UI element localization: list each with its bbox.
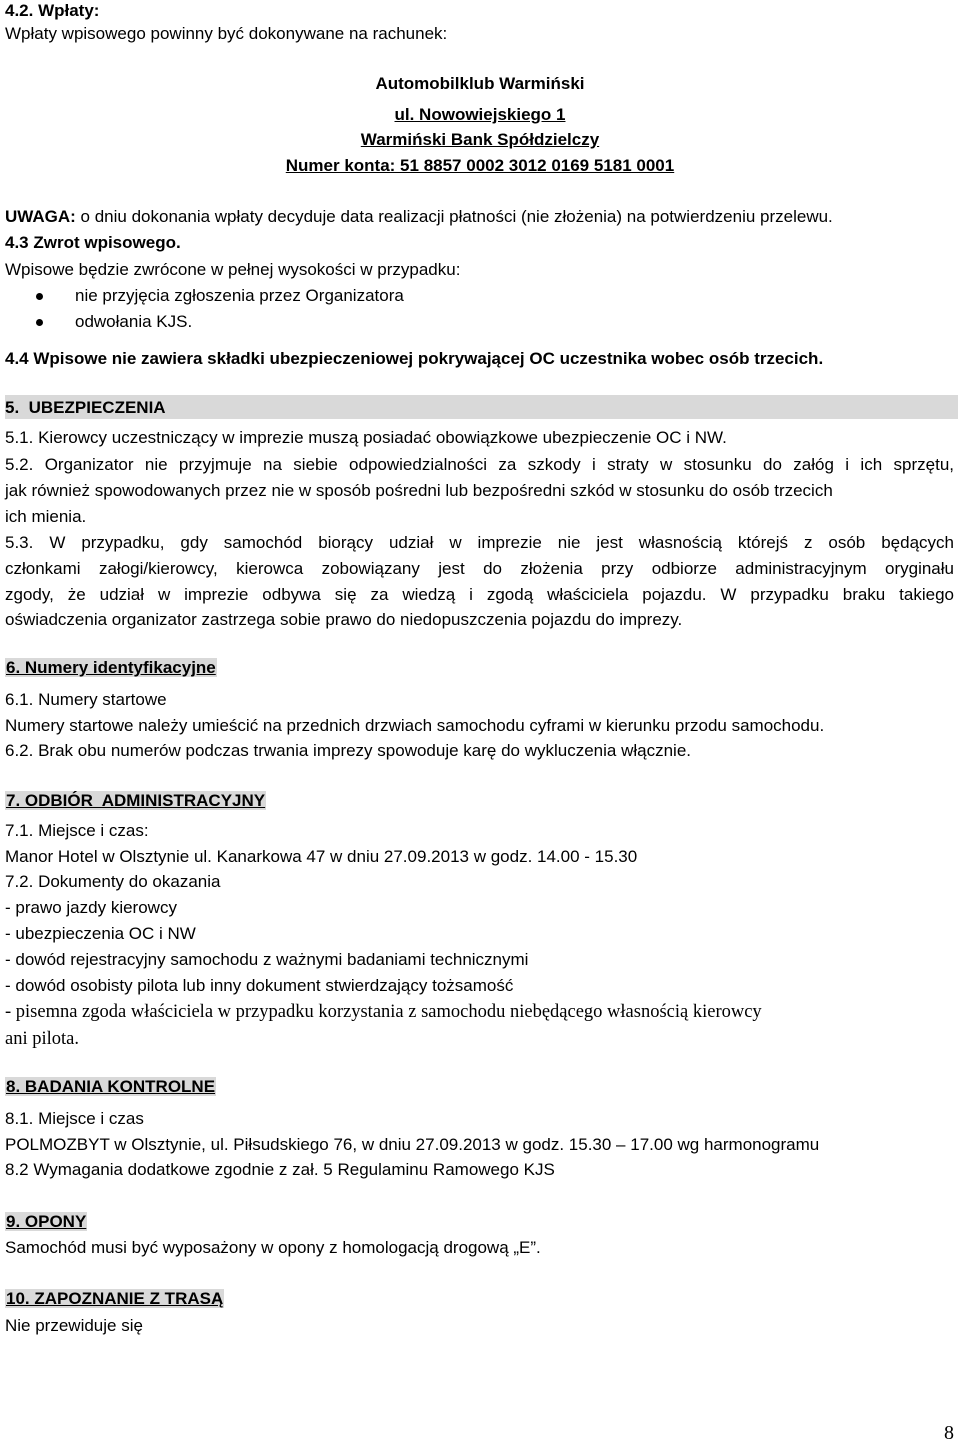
- note-label: UWAGA:: [5, 207, 76, 226]
- insurance-5-1: 5.1. Kierowcy uczestniczący w imprezie muszą posiadać obowiązkowe ubezpieczenie OC i NW.: [5, 428, 727, 447]
- account-street: ul. Nowowiejskiego 1: [394, 105, 566, 124]
- inspection-8-2: 8.2 Wymagania dodatkowe zgodnie z zał. 5 Regulaminu Ramowego KJS: [5, 1160, 555, 1179]
- admin-7-2: 7.2. Dokumenty do okazania: [5, 872, 221, 891]
- numbers-6-1: 6.1. Numery startowe: [5, 690, 167, 709]
- section-4-2-heading: 4.2. Wpłaty:: [5, 1, 100, 20]
- insurance-5-2-line: jak również spowodowanych przez nie w sposób pośredni lub bezpośredni szkód w stosunku do osób trzecich: [5, 481, 833, 500]
- section-6-heading: [5, 657, 217, 679]
- inspection-place: POLMOZBYT w Olsztynie, ul. Piłsudskiego 76, w dniu 27.09.2013 w godz. 15.30 – 17.00 wg harmonogramu: [5, 1135, 820, 1154]
- numbers-text: Numery startowe należy umieścić na przednich drzwiach samochodu cyframi w kierunku przodu samochodu.: [5, 716, 825, 735]
- refund-item: odwołania KJS.: [75, 312, 193, 331]
- section-7-heading: [5, 790, 266, 812]
- note-text: o dniu dokonania wpłaty decyduje data realizacji płatności (nie złożenia) na potwierdzeniu przelewu.: [75, 207, 833, 226]
- insurance-5-3-line: zgody, że udział w imprezie odbywa się za wiedzą i zgodą właściciela pojazdu. W przypadku braku takiego: [5, 585, 954, 604]
- insurance-5-3-line: 5.3. W przypadku, gdy samochód biorący udział w imprezie nie jest własnością którejś z osób będących: [5, 533, 954, 552]
- section-4-3-heading: 4.3 Zwrot wpisowego.: [5, 233, 181, 252]
- admin-place: Manor Hotel w Olsztynie ul. Kanarkowa 47 w dniu 27.09.2013 w godz. 14.00 - 15.30: [5, 847, 638, 866]
- insurance-5-2-line: ich mienia.: [5, 507, 87, 526]
- payment-note: [5, 206, 833, 228]
- section-10-heading-text: 10. ZAPOZNANIE Z TRASĄ: [6, 1289, 224, 1308]
- account-bank: Warmiński Bank Spółdzielczy: [360, 130, 600, 149]
- document-item-extra: ani pilota.: [5, 1029, 79, 1049]
- route-text: Nie przewiduje się: [5, 1316, 143, 1335]
- account-name: Automobilklub Warmiński: [375, 74, 585, 93]
- tyres-text: Samochód musi być wyposażony w opony z homologacją drogową „E”.: [5, 1238, 541, 1257]
- section-8-heading: [5, 1076, 216, 1098]
- account-number: Numer konta: 51 8857 0002 3012 0169 5181 0001: [285, 156, 675, 175]
- page-number: 8: [944, 1422, 954, 1444]
- document-item-extra: - pisemna zgoda właściciela w przypadku korzystania z samochodu niebędącego własnością kierowcy: [5, 1002, 762, 1022]
- section-4-4-text: 4.4 Wpisowe nie zawiera składki ubezpieczeniowej pokrywającej OC uczestnika wobec osób trzecich.: [5, 349, 824, 368]
- section-7-heading-text: 7. ODBIÓR ADMINISTRACYJNY: [6, 791, 266, 810]
- numbers-6-2: 6.2. Brak obu numerów podczas trwania imprezy spowoduje karę do wykluczenia włącznie.: [5, 741, 692, 760]
- section-6-heading-text: 6. Numery identyfikacyjne: [6, 658, 216, 677]
- section-5-heading: 5. UBEZPIECZENIA: [5, 398, 166, 417]
- inspection-8-1: 8.1. Miejsce i czas: [5, 1109, 144, 1128]
- document-item: - prawo jazdy kierowcy: [5, 898, 177, 917]
- refund-item: nie przyjęcia zgłoszenia przez Organizatora: [75, 286, 404, 305]
- document-item: - dowód rejestracyjny samochodu z ważnymi badaniami technicznymi: [5, 950, 529, 969]
- section-9-heading-text: 9. OPONY: [6, 1212, 87, 1231]
- document-item: - ubezpieczenia OC i NW: [5, 924, 196, 943]
- document-item: - dowód osobisty pilota lub inny dokument stwierdzający tożsamość: [5, 976, 514, 995]
- admin-7-1: 7.1. Miejsce i czas:: [5, 821, 149, 840]
- insurance-5-2-line: 5.2. Organizator nie przyjmuje na siebie odpowiedzialności za szkody i straty w stosunku do załóg i ich sprzętu,: [5, 455, 954, 474]
- section-8-heading-text: 8. BADANIA KONTROLNE: [6, 1077, 216, 1096]
- section-9-heading: [5, 1211, 87, 1233]
- payment-intro: Wpłaty wpisowego powinny być dokonywane na rachunek:: [5, 24, 448, 43]
- bullet-icon: [36, 319, 43, 326]
- bullet-icon: [36, 293, 43, 300]
- section-10-heading: [5, 1288, 224, 1310]
- insurance-5-3-line: oświadczenia organizator zastrzega sobie prawo do niedopuszczenia pojazdu do imprezy.: [5, 610, 683, 629]
- refund-intro: Wpisowe będzie zwrócone w pełnej wysokości w przypadku:: [5, 260, 461, 279]
- insurance-5-3-line: członkami załogi/kierowcy, kierowca zobowiązany jest do złożenia przy odbiorze administracyjnym oryginału: [5, 559, 954, 578]
